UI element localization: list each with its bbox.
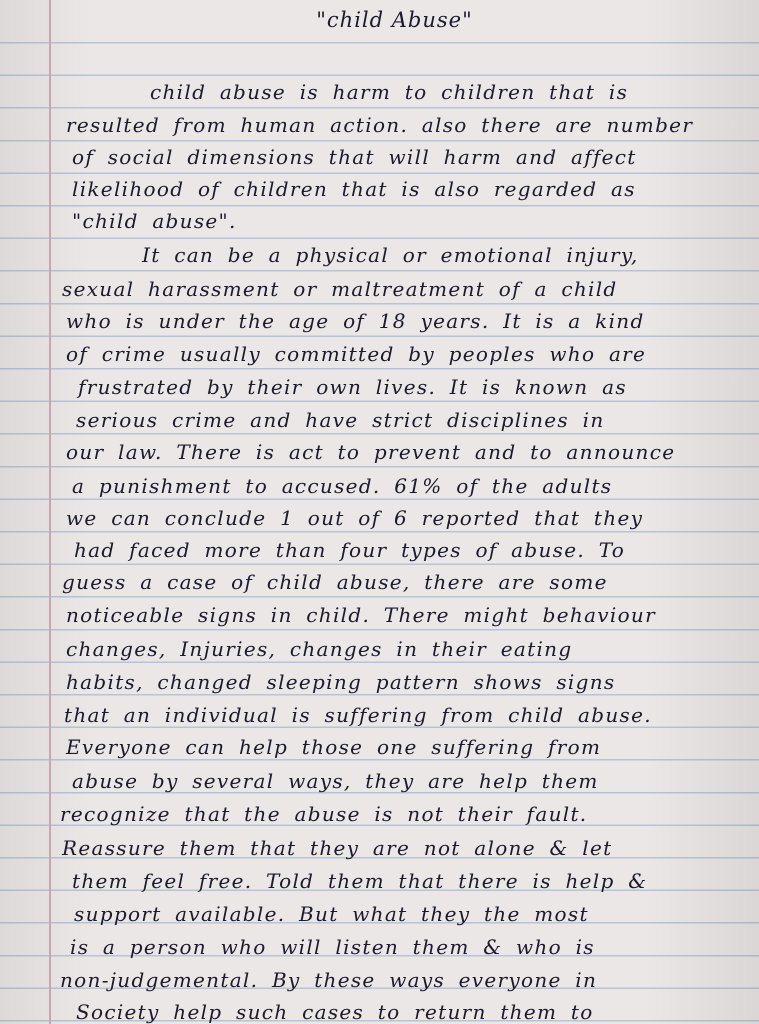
essay-line: likelihood of children that is also regarded as	[72, 177, 636, 201]
essay-line: noticeable signs in child. There might behaviour	[66, 603, 656, 627]
essay-line: It can be a physical or emotional injury,	[142, 243, 639, 267]
essay-line: of crime usually committed by peoples who are	[66, 342, 647, 366]
essay-line: recognize that the abuse is not their fault.	[60, 802, 588, 826]
essay-line: changes, Injuries, changes in their eating	[66, 637, 573, 661]
essay-line: Everyone can help those one suffering from	[66, 735, 602, 759]
essay-line: them feel free. Told them that there is help &	[72, 869, 648, 893]
essay-line: of social dimensions that will harm and affect	[72, 145, 637, 169]
essay-line: we can conclude 1 out of 6 reported that they	[66, 506, 644, 530]
essay-line: resulted from human action. also there are number	[66, 113, 694, 137]
margin-line	[49, 0, 51, 1024]
essay-line: support available. But what they the most	[74, 902, 589, 926]
essay-line: habits, changed sleeping pattern shows signs	[66, 670, 616, 694]
essay-line: abuse by several ways, they are help them	[72, 769, 599, 793]
essay-line: had faced more than four types of abuse. To	[74, 538, 626, 562]
essay-line: "child abuse".	[72, 209, 237, 233]
essay-line: Reassure them that they are not alone & let	[62, 836, 613, 860]
essay-line: that an individual is suffering from child abuse.	[64, 703, 652, 727]
essay-line: frustrated by their own lives. It is known as	[78, 375, 627, 399]
essay-line: non-judgemental. By these ways everyone in	[60, 968, 598, 992]
essay-title: "child Abuse"	[316, 8, 473, 32]
essay-line: child abuse is harm to children that is	[150, 80, 629, 104]
essay-line: guess a case of child abuse, there are some	[62, 570, 608, 594]
essay-line: is a person who will listen them & who is	[70, 935, 595, 959]
essay-line: our law. There is act to prevent and to announce	[66, 440, 676, 464]
essay-line: Society help such cases to return them to	[76, 1000, 594, 1024]
essay-line: a punishment to accused. 61% of the adults	[72, 474, 613, 498]
essay-line: serious crime and have strict disciplines in	[76, 408, 605, 432]
essay-line: who is under the age of 18 years. It is a kind	[66, 309, 645, 333]
essay-line: sexual harassment or maltreatment of a child	[62, 277, 618, 301]
